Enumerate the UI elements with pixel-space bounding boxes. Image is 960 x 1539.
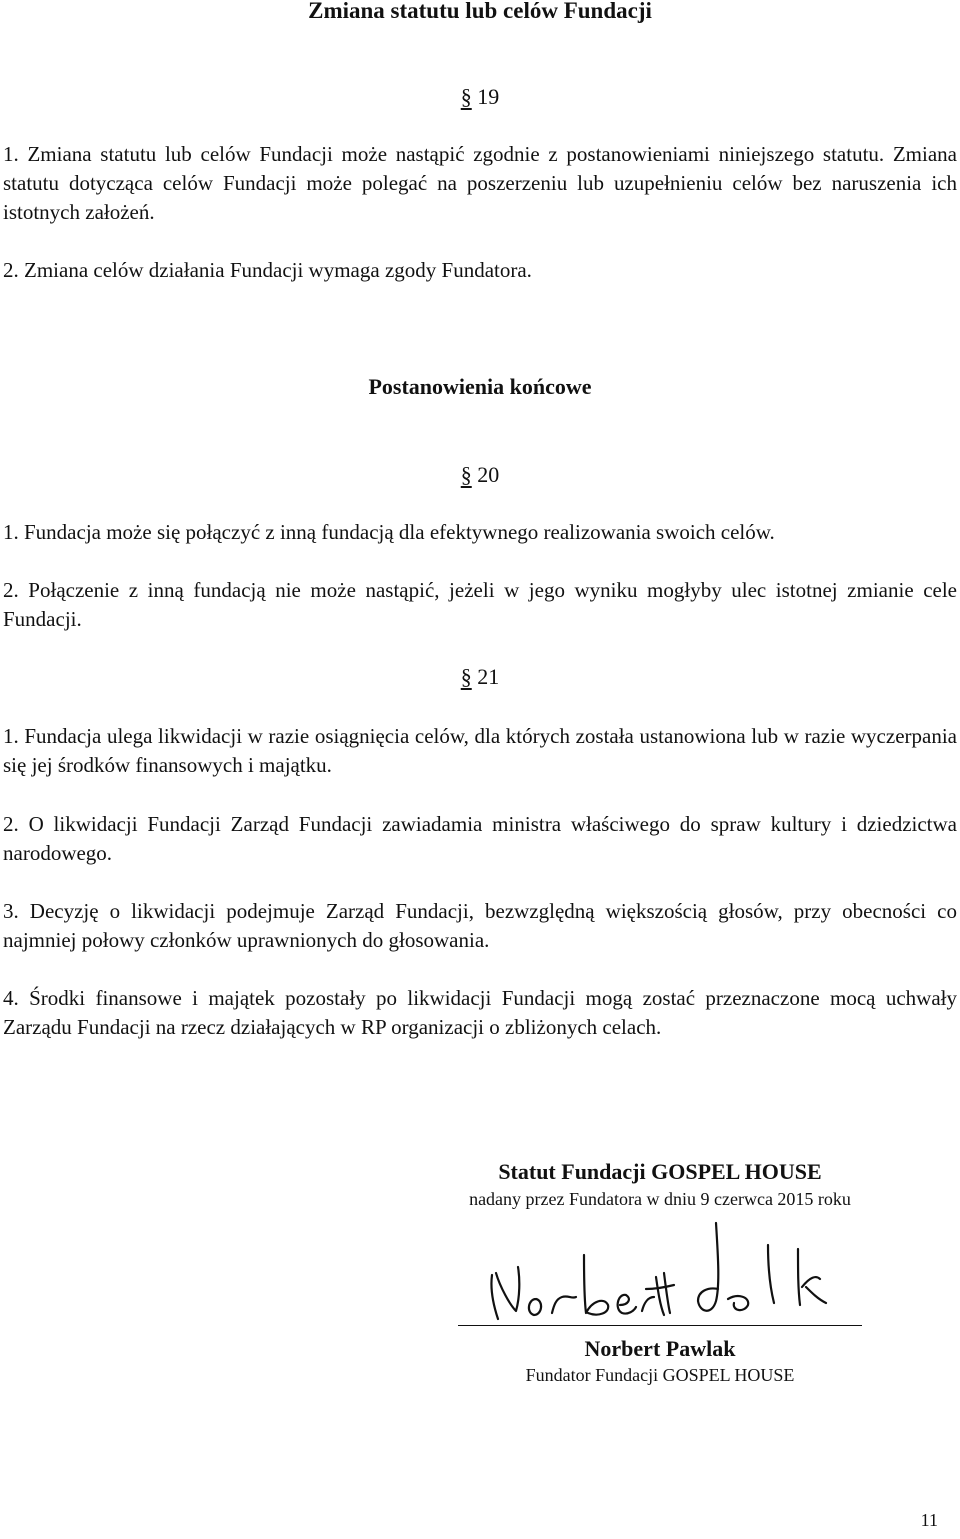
signature-title: Statut Fundacji GOSPEL HOUSE — [498, 1159, 822, 1184]
clause-21-4: 4. Środki finansowe i majątek pozostały po likwidacji Fundacji mogą zostać przeznaczone mocą uchwały Zarządu Fundacji na rzecz działających w RP organizacji o zbliżonych celach. — [3, 986, 957, 1039]
clause-20-1: 1. Fundacja może się połączyć z inną fundacją dla efektywnego realizowania swoich celów. — [3, 520, 775, 544]
signature-subtitle: nadany przez Fundatora w dniu 9 czerwca 2015 roku — [469, 1189, 851, 1209]
clause-21-1: 1. Fundacja ulega likwidacji w razie osiągnięcia celów, dla których została ustanowiona lub w razie wyczerpania się jej środków finansowych i majątku. — [3, 724, 957, 777]
section-heading-amendment: Zmiana statutu lub celów Fundacji — [308, 0, 652, 23]
page-number: 11 — [920, 1510, 938, 1530]
signatory-name: Norbert Pawlak — [584, 1336, 736, 1361]
section-symbol: § — [460, 664, 472, 689]
section-heading-final: Postanowienia końcowe — [368, 374, 592, 399]
signature-line — [458, 1325, 862, 1326]
section-number: 19 — [477, 84, 500, 109]
clause-21-3: 3. Decyzję o likwidacji podejmuje Zarząd Fundacji, bezwzględną większością głosów, przy obecności co najmniej połowy członków uprawnionych do głosowania. — [3, 899, 957, 952]
paragraph-number-19 — [0, 84, 960, 110]
signatory-role: Fundator Fundacji GOSPEL HOUSE — [525, 1365, 795, 1385]
section-number: 20 — [477, 462, 500, 487]
paragraph-number-20 — [0, 462, 960, 488]
handwritten-signature — [480, 1215, 840, 1330]
clause-19-1: 1. Zmiana statutu lub celów Fundacji może nastąpić zgodnie z postanowieniami niniejszego statutu. Zmiana statutu dotycząca celów Fundacji może polegać na poszerzeniu lub uzupełnieniu celów bez naruszenia ich istotnych założeń. — [3, 142, 957, 224]
clause-20-2: 2. Połączenie z inną fundacją nie może nastąpić, jeżeli w jego wyniku mogłyby ulec istotnej zmianie cele Fundacji. — [3, 578, 957, 631]
section-symbol: § — [460, 84, 472, 109]
section-number: 21 — [477, 664, 500, 689]
paragraph-number-21 — [0, 664, 960, 690]
section-symbol: § — [460, 462, 472, 487]
clause-19-2: 2. Zmiana celów działania Fundacji wymaga zgody Fundatora. — [3, 258, 532, 282]
clause-21-2: 2. O likwidacji Fundacji Zarząd Fundacji zawiadamia ministra właściwego do spraw kultury i dziedzictwa narodowego. — [3, 812, 957, 865]
